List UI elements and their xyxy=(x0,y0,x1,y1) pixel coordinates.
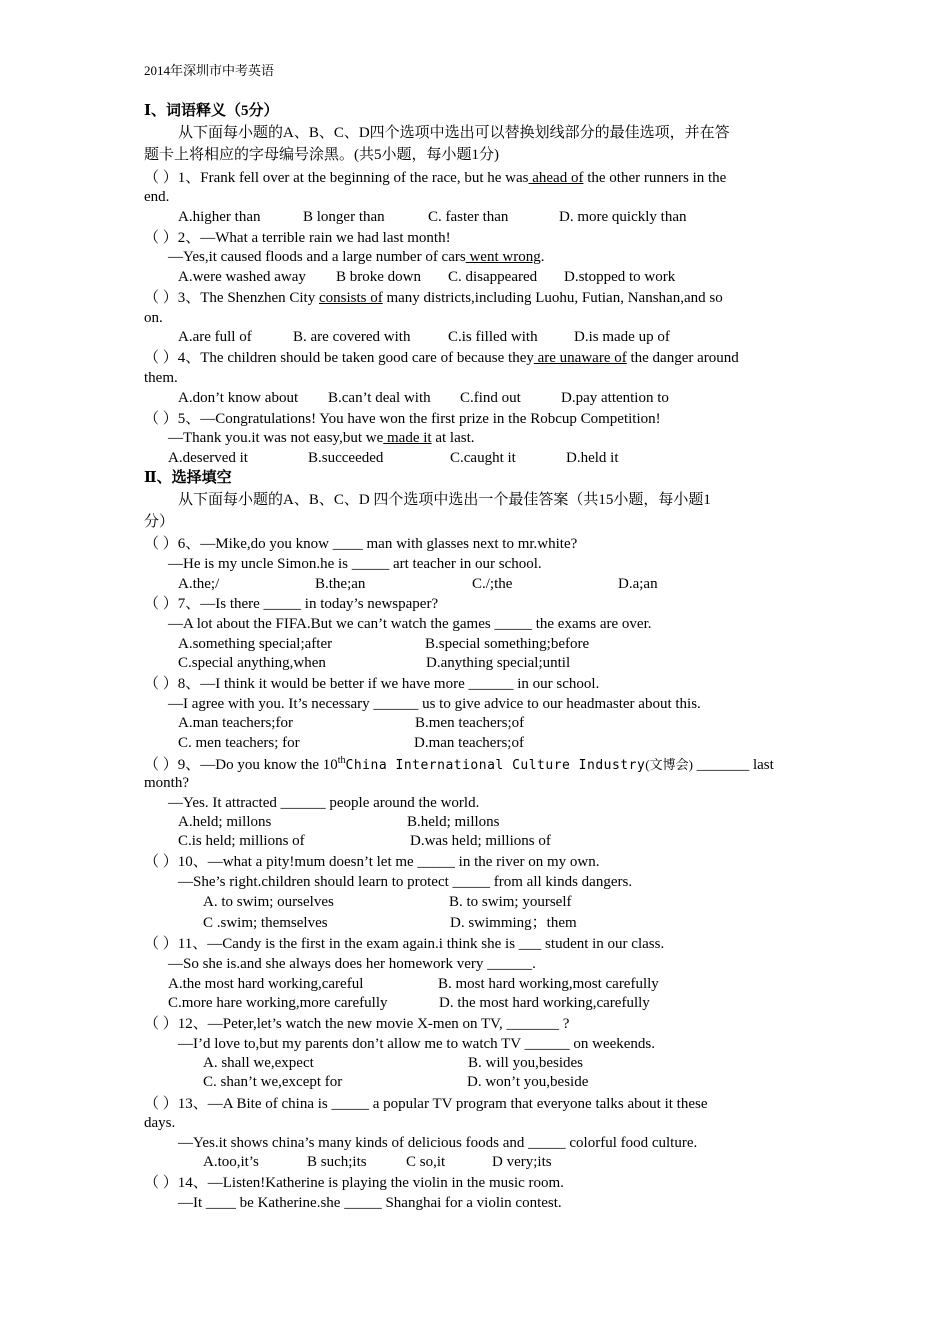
section-1-instruction-cont: 题卡上将相应的字母编号涂黑。(共5小题，每小题1分) xyxy=(144,147,499,163)
option-b: B. are covered with xyxy=(293,329,411,345)
question-11-options-row-1 xyxy=(168,975,868,994)
page-header: 2014年深圳市中考英语 xyxy=(144,63,275,78)
question-9-cont: month? xyxy=(144,775,189,791)
option-d: D. won’t you,beside xyxy=(467,1074,589,1090)
question-10-options-row-1 xyxy=(203,893,903,912)
option-c: C.more hare working,more carefully xyxy=(168,995,388,1011)
question-9-options-row-1 xyxy=(178,813,878,832)
option-c: C.caught it xyxy=(450,450,516,466)
question-1-options xyxy=(178,208,878,227)
option-b: B broke down xyxy=(336,269,421,285)
question-9: （ ）9、—Do you know the 10thChina International Culture Industry(文博会) _______ last xyxy=(144,755,774,773)
option-a: A.something special;after xyxy=(178,636,333,652)
underlined-phrase: made it xyxy=(383,430,432,446)
option-d: D. the most hard working,carefully xyxy=(439,995,650,1011)
option-d: D.anything special;until xyxy=(426,655,571,671)
option-c: C. men teachers; for xyxy=(178,735,300,751)
section-1-instruction: 从下面每小题的A、B、C、D四个选项中选出可以替换划线部分的最佳选项，并在答 xyxy=(178,125,730,141)
question-8-options-row-1 xyxy=(178,714,878,733)
option-a: A.held; millons xyxy=(178,814,272,830)
underlined-phrase: went wrong xyxy=(465,249,541,265)
option-c: C./;the xyxy=(472,576,513,592)
question-8-reply: —I agree with you. It’s necessary ______ us to give advice to our headmaster about this. xyxy=(168,696,701,712)
question-10: （ ）10、—what a pity!mum doesn’t let me _____ in the river on my own. xyxy=(144,854,600,870)
option-a: A. to swim; ourselves xyxy=(203,894,334,910)
option-b: B. will you,besides xyxy=(468,1055,583,1071)
option-c: C.special anything,when xyxy=(178,655,326,671)
option-d: D. swimming；them xyxy=(450,915,577,931)
option-c: C.is filled with xyxy=(448,329,538,345)
question-6-options xyxy=(178,575,878,594)
option-a: A.were washed away xyxy=(178,269,306,285)
question-10-options-row-2 xyxy=(203,914,903,933)
option-c: C .swim; themselves xyxy=(203,915,328,931)
option-a: A.don’t know about xyxy=(178,390,299,406)
option-b: B.succeeded xyxy=(308,450,384,466)
option-a: A.deserved it xyxy=(168,450,248,466)
question-11: （ ）11、—Candy is the first in the exam again.i think she is ___ student in our class. xyxy=(144,936,665,952)
option-b: B.men teachers;of xyxy=(415,715,525,731)
question-2: （ ）2、—What a terrible rain we had last month! xyxy=(144,230,451,246)
option-a: A.the most hard working,careful xyxy=(168,976,364,992)
option-d: D.was held; millions of xyxy=(410,833,551,849)
question-1: （ ）1、Frank fell over at the beginning of the race, but he was ahead of the other runners in the xyxy=(144,170,727,186)
question-7-options-row-2 xyxy=(178,654,878,673)
option-b: B.held; millons xyxy=(407,814,500,830)
question-11-reply: —So she is.and she always does her homework very ______. xyxy=(168,956,536,972)
question-13-reply: —Yes.it shows china’s many kinds of delicious foods and _____ colorful food culture. xyxy=(178,1135,698,1151)
option-d: D.pay attention to xyxy=(561,390,669,406)
option-b: B. most hard working,most carefully xyxy=(438,976,659,992)
option-b: B. to swim; yourself xyxy=(449,894,572,910)
option-b: B.special something;before xyxy=(425,636,590,652)
question-14-reply: —It ____ be Katherine.she _____ Shanghai for a violin contest. xyxy=(178,1195,562,1211)
question-3: （ ）3、The Shenzhen City consists of many districts,including Luohu, Futian, Nanshan,and so xyxy=(144,290,723,306)
question-7: （ ）7、—Is there _____ in today’s newspaper? xyxy=(144,596,439,612)
option-b: B longer than xyxy=(303,209,385,225)
option-c: C. disappeared xyxy=(448,269,538,285)
section-2-instruction-cont: 分） xyxy=(144,514,175,530)
option-c: C.find out xyxy=(460,390,521,406)
question-14: （ ）14、—Listen!Katherine is playing the violin in the music room. xyxy=(144,1175,564,1191)
option-d: D.stopped to work xyxy=(564,269,676,285)
question-4: （ ）4、The children should be taken good care of because they are unaware of the danger around xyxy=(144,350,739,366)
question-12-options-row-1 xyxy=(203,1054,903,1073)
question-4-cont: them. xyxy=(144,370,178,386)
option-d: D.man teachers;of xyxy=(414,735,524,751)
option-a: A.are full of xyxy=(178,329,252,345)
option-b: B.can’t deal with xyxy=(328,390,431,406)
question-11-options-row-2 xyxy=(168,994,868,1013)
option-a: A.higher than xyxy=(178,209,261,225)
option-c: C so,it xyxy=(406,1154,446,1170)
question-2-reply: —Yes,it caused floods and a large number of cars went wrong. xyxy=(168,249,545,265)
option-d: D.is made up of xyxy=(574,329,670,345)
question-13: （ ）13、—A Bite of china is _____ a popular TV program that everyone talks about it these xyxy=(144,1096,708,1112)
option-a: A.man teachers;for xyxy=(178,715,293,731)
question-8: （ ）8、—I think it would be better if we have more ______ in our school. xyxy=(144,676,600,692)
option-b: B.the;an xyxy=(315,576,366,592)
question-4-options xyxy=(178,389,878,408)
question-5-options xyxy=(168,449,868,468)
question-1-cont: end. xyxy=(144,189,170,205)
question-5-reply: —Thank you.it was not easy,but we made it at last. xyxy=(168,430,475,446)
option-a: A.the;/ xyxy=(178,576,220,592)
option-c: C. faster than xyxy=(428,209,509,225)
question-6: （ ）6、—Mike,do you know ____ man with glasses next to mr.white? xyxy=(144,536,578,552)
option-c: C.is held; millions of xyxy=(178,833,305,849)
question-5: （ ）5、—Congratulations! You have won the first prize in the Robcup Competition! xyxy=(144,411,661,427)
option-c: C. shan’t we,except for xyxy=(203,1074,343,1090)
underlined-phrase: consists of xyxy=(318,290,383,306)
question-12-options-row-2 xyxy=(203,1073,903,1092)
question-6-reply: —He is my uncle Simon.he is _____ art teacher in our school. xyxy=(168,556,542,572)
option-d: D very;its xyxy=(492,1154,552,1170)
option-d: D.a;an xyxy=(618,576,658,592)
question-12-reply: —I’d love to,but my parents don’t allow me to watch TV ______ on weekends. xyxy=(178,1036,656,1052)
question-8-options-row-2 xyxy=(178,734,878,753)
question-2-options xyxy=(178,268,878,287)
option-d: D.held it xyxy=(566,450,619,466)
question-3-options xyxy=(178,328,878,347)
section-2-instruction: 从下面每小题的A、B、C、D 四个选项中选出一个最佳答案（共15小题，每小题1 xyxy=(178,492,711,508)
question-9-reply: —Yes. It attracted ______ people around the world. xyxy=(168,795,480,811)
underlined-phrase: are unaware of xyxy=(533,350,627,366)
question-7-options-row-1 xyxy=(178,635,878,654)
underlined-phrase: ahead of xyxy=(528,170,584,186)
question-7-reply: —A lot about the FIFA.But we can’t watch the games _____ the exams are over. xyxy=(168,616,652,632)
option-a: A.too,it’s xyxy=(203,1154,259,1170)
question-13-options xyxy=(203,1153,903,1172)
option-d: D. more quickly than xyxy=(559,209,687,225)
question-13-cont: days. xyxy=(144,1115,176,1131)
option-a: A. shall we,expect xyxy=(203,1055,314,1071)
option-b: B such;its xyxy=(307,1154,367,1170)
question-9-options-row-2 xyxy=(178,832,878,851)
question-12: （ ）12、—Peter,let’s watch the new movie X-men on TV, _______ ? xyxy=(144,1016,570,1032)
question-3-cont: on. xyxy=(144,310,163,326)
question-10-reply: —She’s right.children should learn to protect _____ from all kinds dangers. xyxy=(178,874,633,890)
section-2-title: Ⅱ、选择填空 xyxy=(144,470,232,486)
section-1-title: Ⅰ、词语释义（5分） xyxy=(144,103,279,119)
